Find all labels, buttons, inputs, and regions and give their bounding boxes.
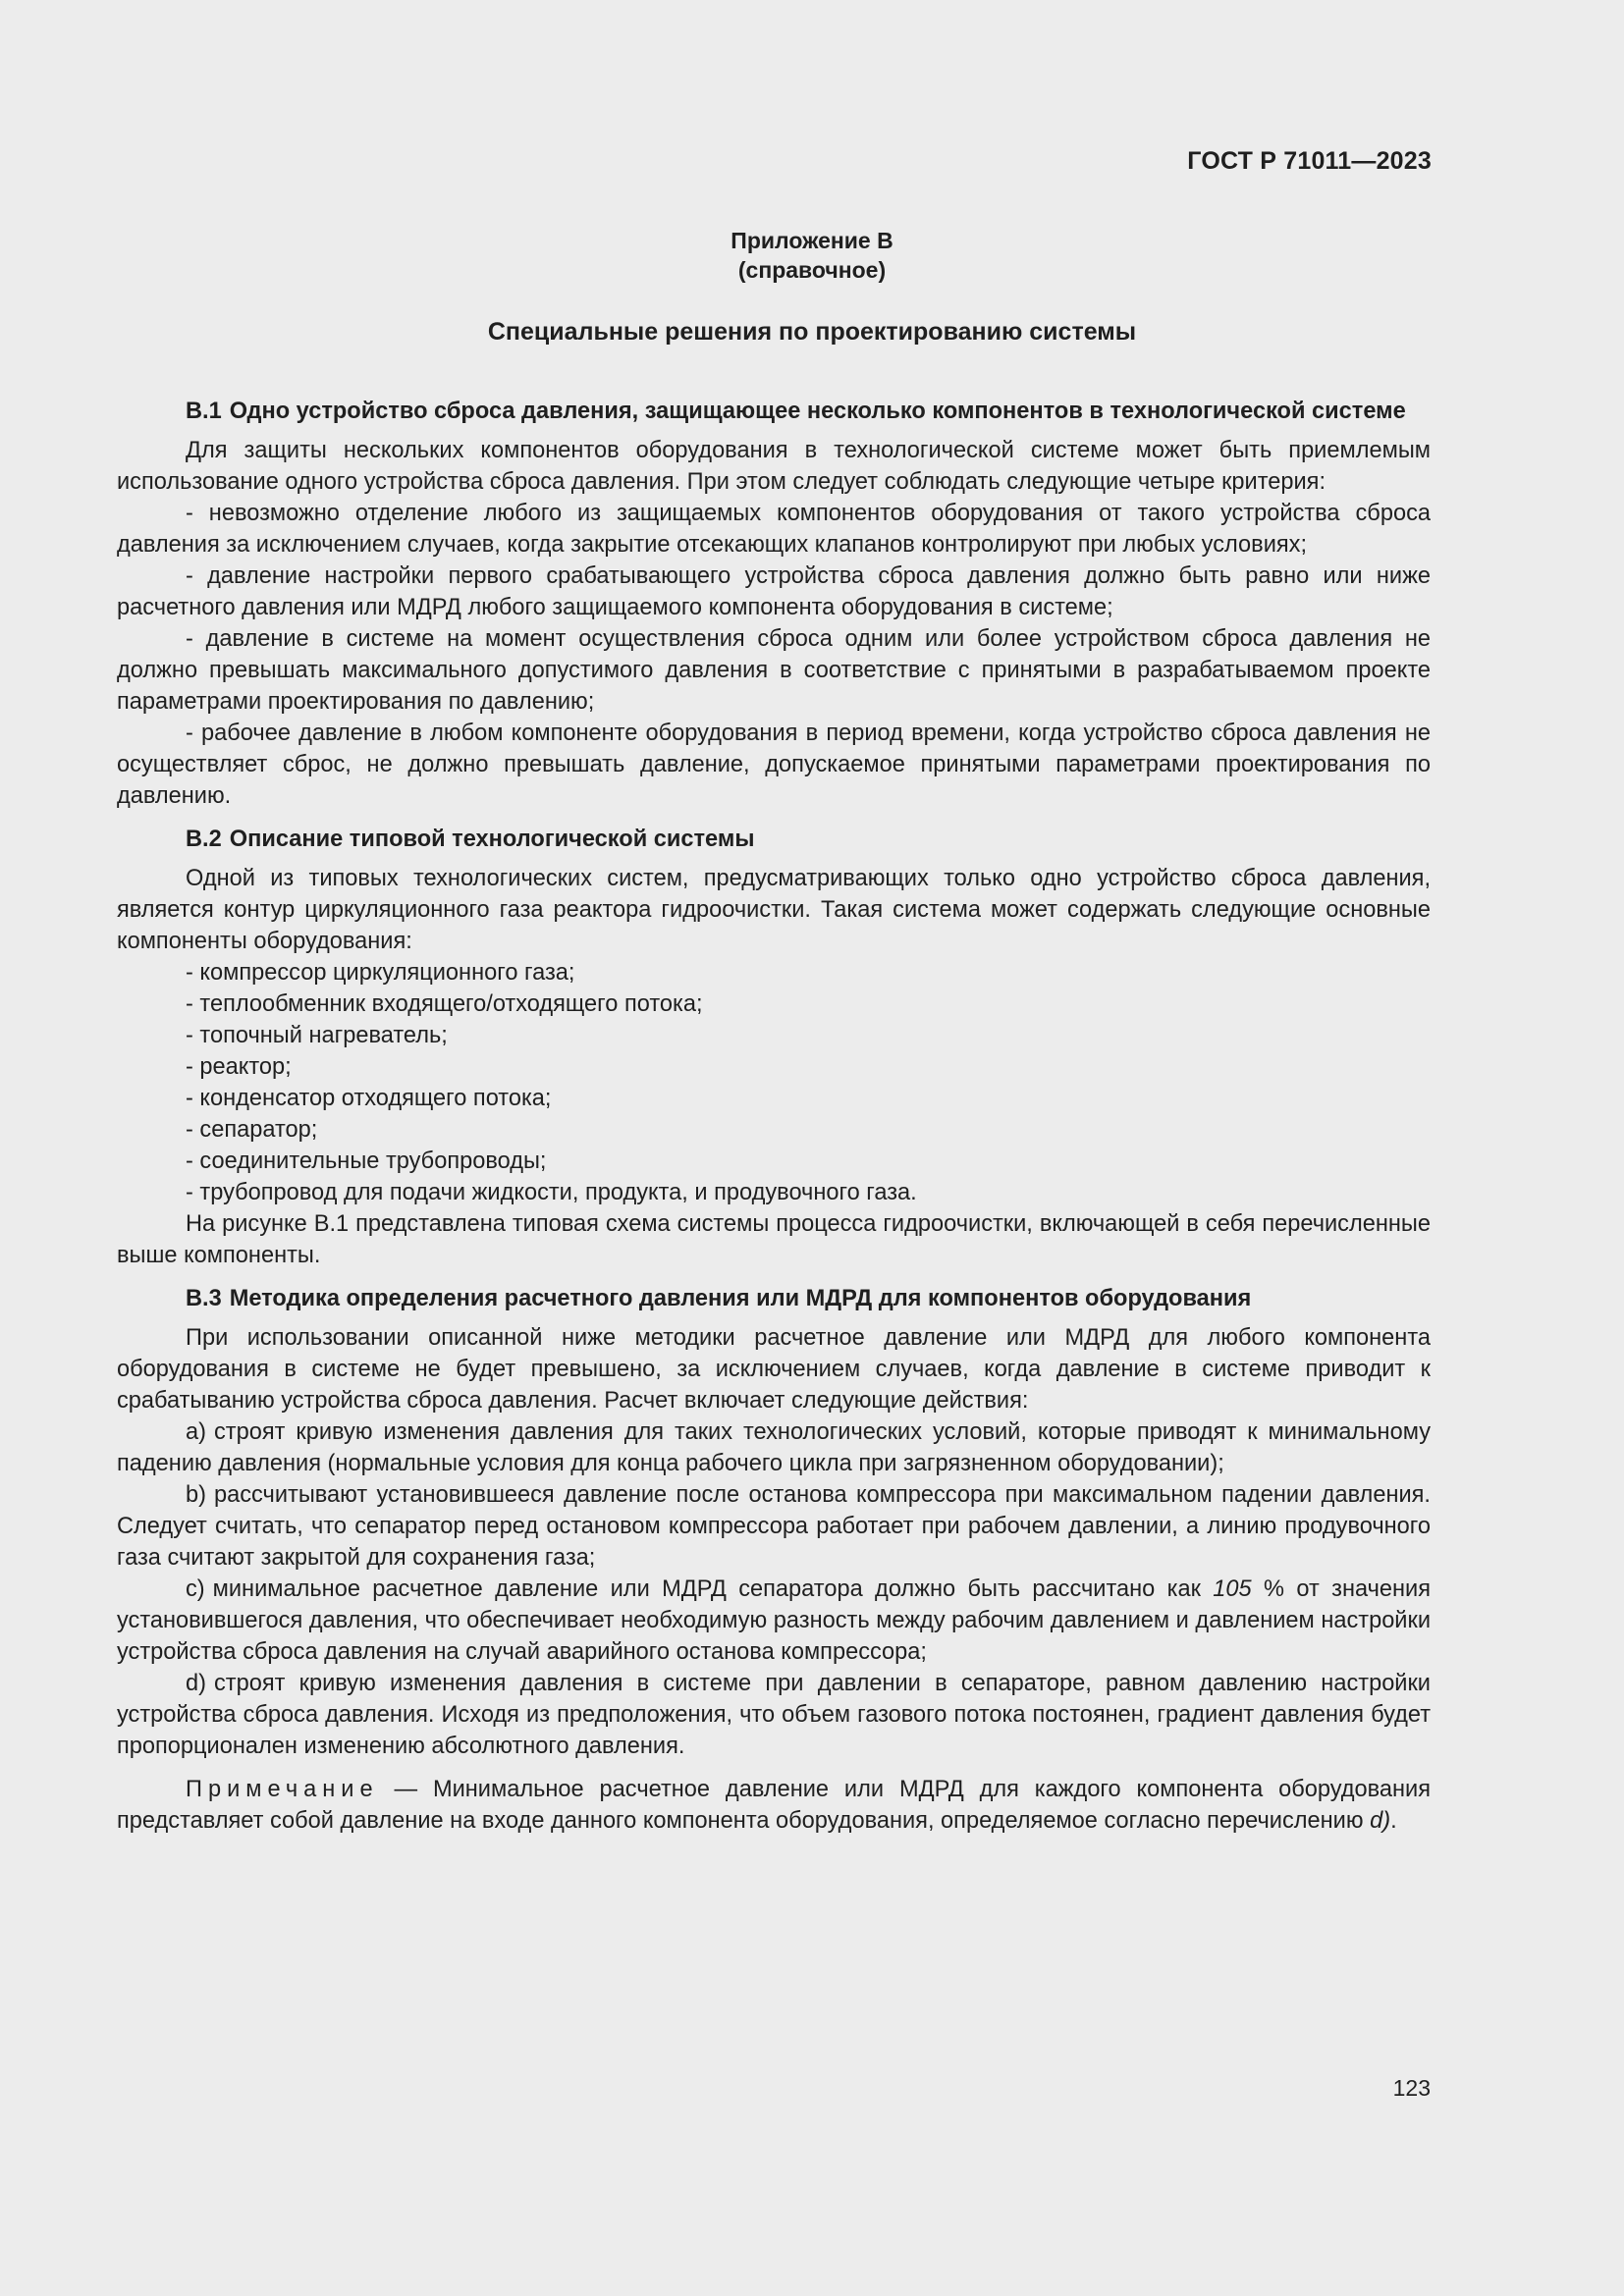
- section-number: В.1: [186, 399, 222, 424]
- note-end: .: [1390, 1808, 1397, 1834]
- list-item: - топочный нагреватель;: [186, 1023, 448, 1048]
- enum-label: a): [186, 1419, 206, 1445]
- enum-item-a: [117, 1416, 1431, 1479]
- document-body: [117, 396, 1431, 1837]
- enum-text: строят кривую изменения давления для таких технологических условий, которые приводят к минимальному падению давления (нормальные условия для конца рабочего цикла при загрязненном оборудовании);: [117, 1419, 1431, 1476]
- section-number: В.3: [186, 1286, 222, 1311]
- enum-label: b): [186, 1482, 206, 1508]
- note: [117, 1774, 1431, 1837]
- percent-value: 105: [1213, 1576, 1252, 1602]
- section-title: Описание типовой технологической системы: [229, 827, 755, 852]
- list-item: - теплообменник входящего/отходящего потока;: [186, 991, 703, 1017]
- section-title: Методика определения расчетного давления или МДРД для компонентов оборудования: [229, 1286, 1252, 1311]
- annex-title-line1: Приложение В: [731, 228, 893, 253]
- list-item: - давление в системе на момент осуществления сброса одним или более устройством сброса давления не должно превышать максимального допустимого давления в соответствие с принятыми в разрабатываемом проекте параметрами проектирования по давлению;: [117, 626, 1431, 715]
- section-heading-b1: [117, 396, 1431, 427]
- enum-text: рассчитывают установившееся давление после останова компрессора при максимальном падении давления. Следует считать, что сепаратор перед остановом компрессора работает при рабочем давлении, а линию продувочного газа считают закрытой для сохранения газа;: [117, 1482, 1431, 1571]
- section-heading-b3: [117, 1283, 1431, 1314]
- list-item: - реактор;: [186, 1054, 292, 1080]
- list-item: - сепаратор;: [186, 1117, 318, 1143]
- enum-item-c: [117, 1574, 1431, 1668]
- note-label: Примечание: [186, 1777, 379, 1802]
- list-item: - компрессор циркуляционного газа;: [186, 960, 575, 986]
- enum-text: минимальное расчетное давление или МДРД сепаратора должно быть рассчитано как: [212, 1576, 1214, 1602]
- enum-label: d): [186, 1671, 206, 1696]
- standard-header: ГОСТ Р 71011—2023: [1187, 147, 1432, 175]
- list-item: - конденсатор отходящего потока;: [186, 1086, 552, 1111]
- list-item: - рабочее давление в любом компоненте оборудования в период времени, когда устройство сброса давления не осуществляет сброс, не должно превышать давление, допускаемое принятыми параметрами проектирования по давлению.: [117, 721, 1431, 809]
- section-number: В.2: [186, 827, 222, 852]
- enum-text: строят кривую изменения давления в системе при давлении в сепараторе, равном давлению настройки устройства сброса давления. Исходя из предположения, что объем газового потока постоянен, градиент давления будет пропорционален изменению абсолютного давления.: [117, 1671, 1431, 1759]
- paragraph: Одной из типовых технологических систем, предусматривающих только одно устройство сброса давления, является контур циркуляционного газа реактора гидроочистки. Такая система может содержать следующие основные компоненты оборудования:: [117, 866, 1431, 954]
- annex-title: [0, 226, 1624, 285]
- note-ref: d): [1370, 1808, 1391, 1834]
- list-item: - давление настройки первого срабатывающего устройства сброса давления должно быть равно или ниже расчетного давления или МДРД любого защищаемого компонента оборудования в системе;: [117, 563, 1431, 620]
- paragraph: При использовании описанной ниже методики расчетное давление или МДРД для любого компонента оборудования в системе не будет превышено, за исключением случаев, когда давление в системе приводит к срабатыванию устройства сброса давления. Расчет включает следующие действия:: [117, 1325, 1431, 1414]
- paragraph: На рисунке В.1 представлена типовая схема системы процесса гидроочистки, включающей в себя перечисленные выше компоненты.: [117, 1211, 1431, 1268]
- page-number: 123: [1392, 2075, 1431, 2101]
- enum-item-b: [117, 1479, 1431, 1574]
- annex-title-line2: (справочное): [737, 257, 887, 283]
- paragraph: Для защиты нескольких компонентов оборудования в технологической системе может быть приемлемым использование одного устройства сброса давления. При этом следует соблюдать следующие четыре критерия:: [117, 438, 1431, 495]
- list-item: - невозможно отделение любого из защищаемых компонентов оборудования от такого устройства сброса давления за исключением случаев, когда закрытие отсекающих клапанов контролируют при любых условиях;: [117, 501, 1431, 558]
- enum-label: c): [186, 1576, 205, 1602]
- note-text: — Минимальное расчетное давление или МДРД для каждого компонента оборудования представляет собой давление на входе данного компонента оборудования, определяемое согласно перечислению: [117, 1777, 1431, 1834]
- section-title: Одно устройство сброса давления, защищающее несколько компонентов в технологической системе: [229, 399, 1406, 424]
- annex-heading: Специальные решения по проектированию системы: [487, 318, 1137, 346]
- enum-text: % от значения установившегося давления, что обеспечивает необходимую разность между рабочим давлением и давлением настройки устройства сброса давления на случай аварийного останова компрессора;: [117, 1576, 1432, 1665]
- list-item: - трубопровод для подачи жидкости, продукта, и продувочного газа.: [186, 1180, 917, 1205]
- list-item: - соединительные трубопроводы;: [186, 1148, 547, 1174]
- section-heading-b2: [117, 824, 1431, 855]
- enum-item-d: [117, 1668, 1431, 1762]
